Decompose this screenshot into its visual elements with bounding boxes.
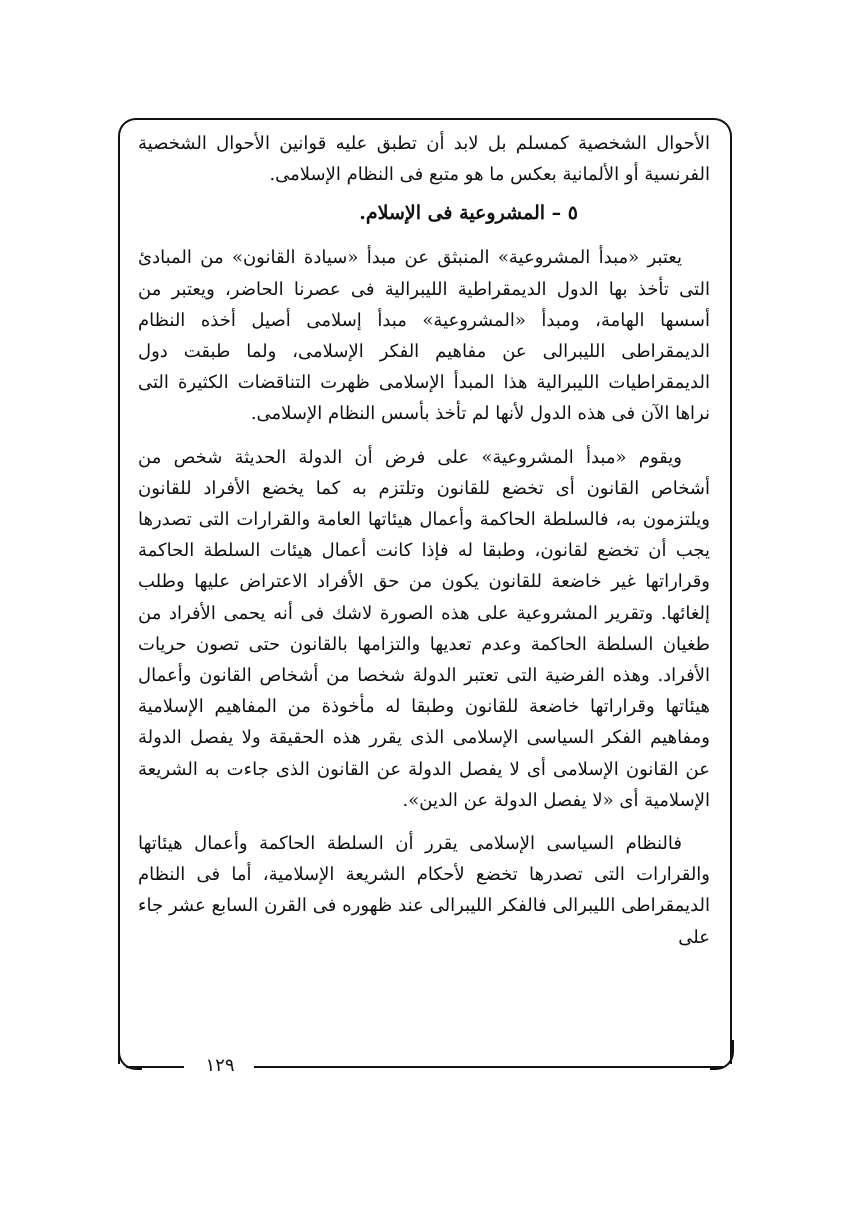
- paragraph-1: الأحوال الشخصية كمسلم بل لابد أن تطبق عليه قوانين الأحوال الشخصية الفرنسية أو الألمانية بعكس ما هو متبع فى النظام الإسلامى.: [138, 133, 710, 186]
- page-body: [138, 128, 710, 953]
- section-heading: ٥ – المشروعية فى الإسلام.: [359, 202, 578, 225]
- footer-rule-right: [254, 1066, 724, 1068]
- paragraph-2: يعتبر «مبدأ المشروعية» المنبثق عن مبدأ «سيادة القانون» من المبادئ التى تأخذ بها الدول الديمقراطية الليبرالية فى عصرنا الحاضر، ويعتبر من أسسها الهامة، ومبدأ «المشروعية» مبدأ إسلامى أصيل أخذه النظام الديمقراطى الليبرالى عن مفاهيم الفكر الإسلامى، ولما طبقت دول الديمقراطيات الليبرالية هذا المبدأ الإسلامى ظهرت التناقضات الكثيرة التى نراها الآن فى هذه الدول لأنها لم تأخذ بأسس النظام الإسلامى.: [138, 247, 710, 425]
- page-number: ١٢٩: [205, 1055, 235, 1076]
- paragraph-3: ويقوم «مبدأ المشروعية» على فرض أن الدولة الحديثة شخص من أشخاص القانون أى تخضع للقانون وتلتزم به كما يخضع الأفراد للقانون ويلتزمون به، فالسلطة الحاكمة وأعمال هيئاتها العامة والقرارات التى تصدرها يجب أن تخضع لقانون، وطبقا له فإذا كانت أعمال هيئات السلطة الحاكمة وقراراتها غير خاضعة للقانون يكون من حق الأفراد الاعتراض عليها وطلب إلغائها. وتقرير المشروعية على هذه الصورة لاشك فى أنه يحمى الأفراد من طغيان السلطة الحاكمة وعدم تعديها والتزامها بالقانون حتى تصون حريات الأفراد. وهذه الفرضية التى تعتبر الدولة شخصا من أشخاص القانون وأعمال هيئاتها وقراراتها خاضعة للقانون وطبقا له مأخوذة من المفاهيم الإسلامية ومفاهيم الفكر السياسى الإسلامى الذى يقرر هذه الحقيقة ولا يفصل الدولة عن القانون الإسلامى أى لا يفصل الدولة عن القانون الذى جاءت به الشريعة الإسلامية أى «لا يفصل الدولة عن الدين».: [138, 446, 710, 811]
- paragraph-4: فالنظام السياسى الإسلامى يقرر أن السلطة الحاكمة وأعمال هيئاتها والقرارات التى تصدرها تخضع لأحكام الشريعة الإسلامية، أما فى النظام الديمقراطى الليبرالى فالفكر الليبرالى عند ظهوره فى القرن السابع عشر جاء على: [138, 833, 710, 948]
- footer-rule-left: [126, 1066, 184, 1068]
